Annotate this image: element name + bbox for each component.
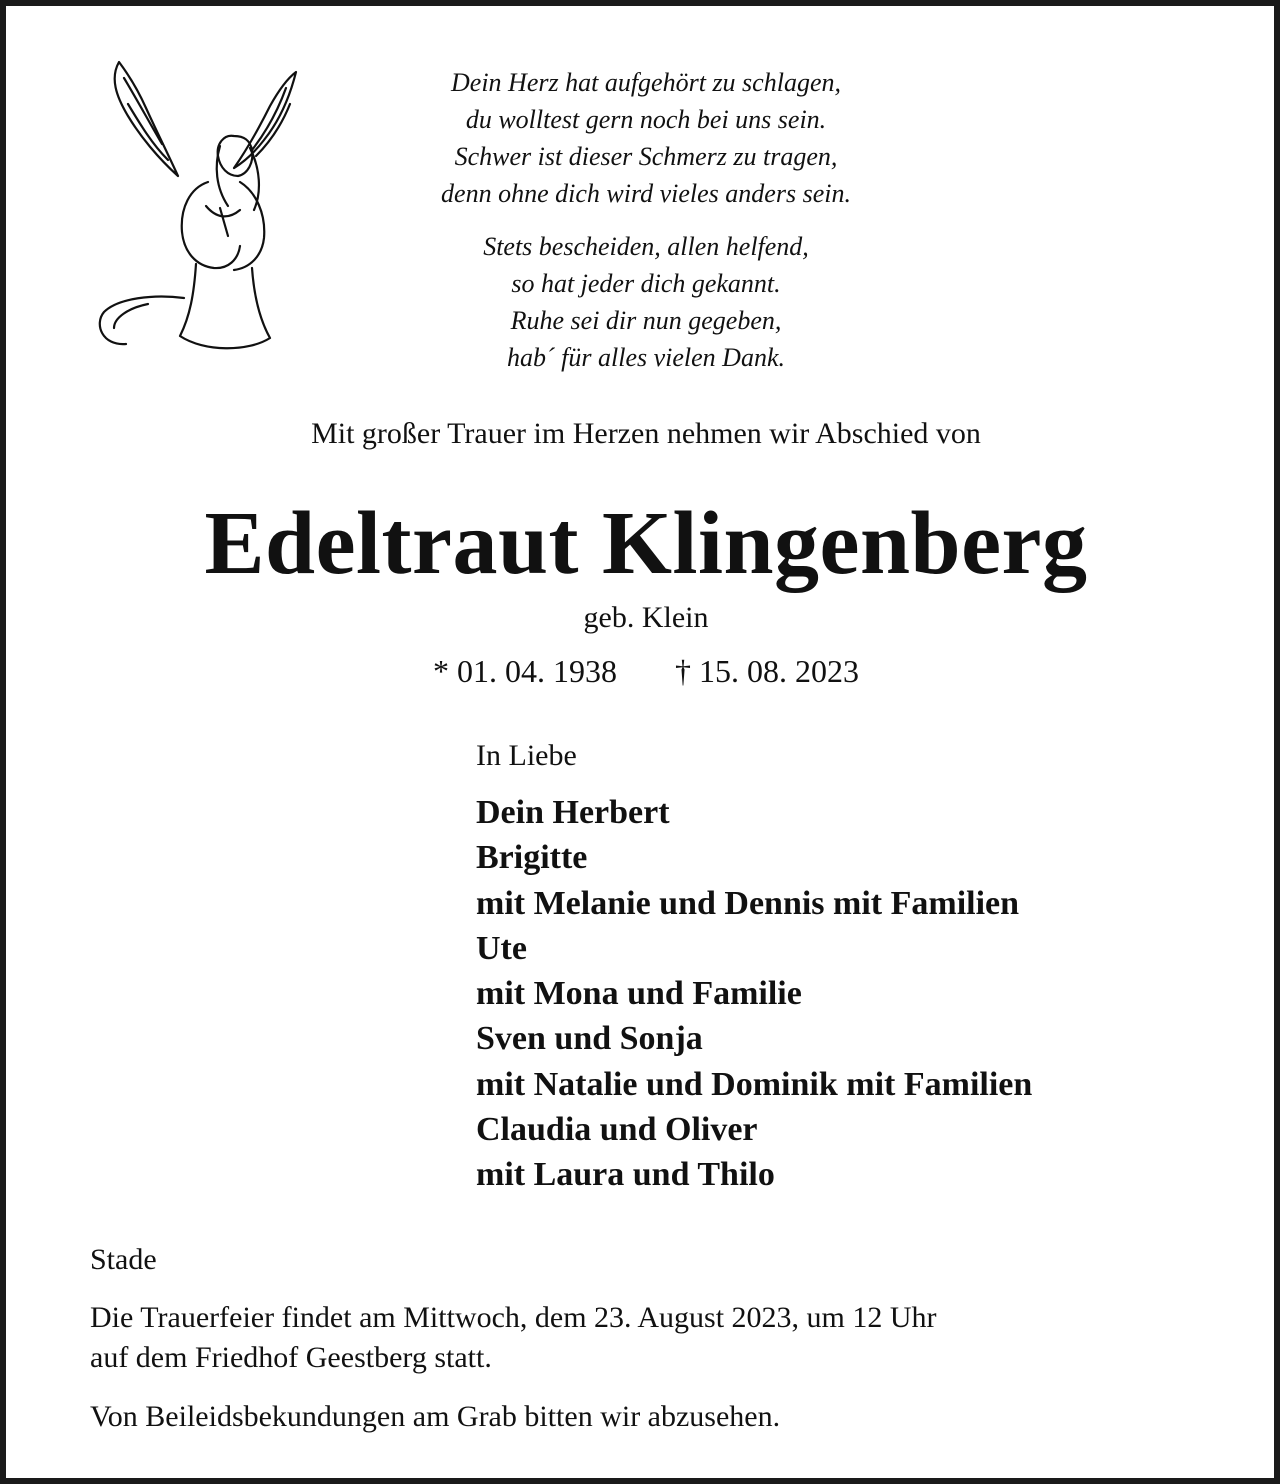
mourner-line: mit Natalie und Dominik mit Familien (476, 1065, 1033, 1103)
mourners-list (476, 790, 1032, 1198)
deceased-name: Edeltraut Klingenberg (204, 494, 1088, 593)
birth-date: * 01. 04. 1938 (433, 653, 617, 689)
mourner-line: Brigitte (476, 839, 588, 877)
birth-name: geb. Klein (583, 601, 709, 634)
mourner-line: Sven und Sonja (476, 1020, 703, 1058)
poem-line: du wolltest gern noch bei uns sein. (465, 105, 827, 134)
mourner-line: mit Mona und Familie (476, 975, 802, 1013)
mourner-line: mit Melanie und Dennis mit Familien (476, 884, 1020, 922)
mourner-line: Claudia und Oliver (476, 1111, 758, 1149)
poem-line: Stets bescheiden, allen helfend, (483, 232, 809, 261)
poem-stanza-2 (336, 228, 956, 376)
poem-line: denn ohne dich wird vieles anders sein. (441, 179, 851, 208)
condolence-note: Von Beileidsbekundungen am Grab bitten wir abzusehen. (90, 1400, 781, 1433)
poem-stanza-1 (336, 64, 956, 212)
mourner-line: Ute (476, 929, 527, 967)
funeral-details-line: Die Trauerfeier findet am Mittwoch, dem 23. August 2023, um 12 Uhr (90, 1301, 937, 1334)
memorial-poem (336, 64, 956, 376)
closing-word: In Liebe (476, 739, 577, 772)
poem-line: Ruhe sei dir nun gegeben, (510, 306, 782, 335)
funeral-details (90, 1298, 1190, 1378)
poem-line: so hat jeder dich gekannt. (511, 269, 781, 298)
funeral-details-line: auf dem Friedhof Geestberg statt. (90, 1341, 492, 1374)
life-dates (6, 651, 1280, 691)
place-name: Stade (90, 1243, 157, 1276)
mourner-line: Dein Herbert (476, 794, 670, 831)
poem-line: hab´ für alles vielen Dank. (507, 343, 785, 372)
intro-text: Mit großer Trauer im Herzen nehmen wir Abschied von (311, 417, 981, 450)
death-date: † 15. 08. 2023 (675, 653, 859, 689)
praying-angel-icon (88, 58, 310, 362)
poem-line: Dein Herz hat aufgehört zu schlagen, (451, 68, 841, 97)
poem-line: Schwer ist dieser Schmerz zu tragen, (454, 142, 838, 171)
mourner-line: mit Laura und Thilo (476, 1156, 775, 1194)
